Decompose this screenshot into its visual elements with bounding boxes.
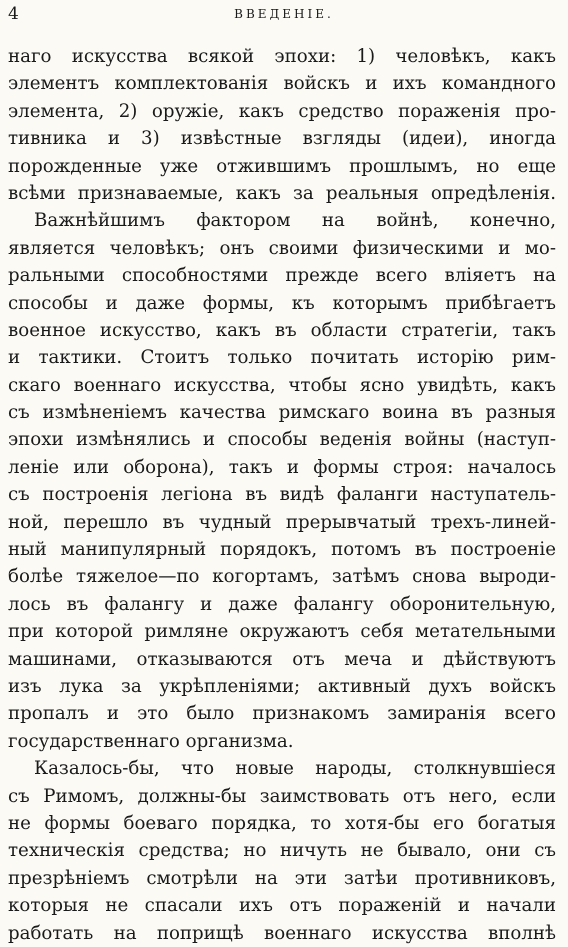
text-line: съ измѣненіемъ качества римскаго воина въ разныя (8, 402, 556, 424)
text-line: способы и даже формы, къ которымъ прибѣгаетъ (8, 292, 556, 314)
text-line: государственнаго организма. (8, 730, 294, 752)
text-line: машинами, отказываются отъ меча и дѣйствуютъ (8, 648, 556, 670)
text-line: пропалъ и это было признакомъ замиранія всего (8, 703, 556, 725)
text-line: ной, перешло въ чудный прерывчатый трехъ-линей- (8, 511, 556, 533)
text-line: эпохи измѣнялись и способы веденія войны (наступ- (8, 429, 556, 451)
text-line: изъ лука за укрѣпленіями; активный духъ войскъ (8, 675, 556, 697)
text-line: при которой римляне окружаютъ себя метательными (8, 621, 556, 643)
text-line: Важнѣйшимъ фактором на войнѣ, конечно, (34, 210, 556, 232)
paragraph-2 (8, 207, 556, 755)
text-line: съ построенія легіона въ видѣ фаланги наступатель- (8, 484, 556, 506)
text-line: которыя не спасали ихъ отъ пораженій и начали (8, 895, 556, 917)
paragraph-1 (8, 43, 556, 207)
text-line: техническія средства; но ничуть не бывало, они съ (8, 840, 556, 862)
text-line: является человѣкъ; онъ своими физическими и мо- (8, 237, 556, 259)
running-head: ВВЕДЕНІЕ. (234, 7, 334, 21)
text-line: всѣми признаваемые, какъ за реальныя опредѣленія. (8, 182, 556, 204)
text-line: скаго военнаго искусства, чтобы ясно увидѣть, какъ (8, 374, 556, 396)
body-text (8, 43, 556, 947)
text-line: порожденные уже отжившимъ прошлымъ, но еще (8, 155, 556, 177)
paragraph-3 (8, 755, 556, 947)
text-line: не формы боеваго порядка, то хотя-бы его богатыя (8, 812, 556, 834)
text-line: элемента, 2) оружіе, какъ средство пораженія про- (8, 100, 556, 122)
text-line: леніе или оборона), такъ и формы строя: началось (8, 456, 556, 478)
text-line: ный манипулярный порядокъ, потомъ въ построеніе (8, 539, 556, 561)
text-line: лось въ фалангу и даже фалангу оборонительную, (8, 593, 556, 615)
text-line: презрѣніемъ смотрѣли на эти затѣи противниковъ, (8, 867, 556, 889)
page-number: 4 (8, 4, 19, 24)
text-line: Казалось-бы, что новые народы, столкнувшіеся (34, 758, 556, 780)
text-line: наго искусства всякой эпохи: 1) человѣкъ, какъ (8, 46, 556, 67)
text-line: работать на поприщѣ военнаго искусства вполнѣ (8, 922, 556, 944)
text-line: военное искусство, какъ въ области стратегіи, такъ (8, 319, 556, 341)
text-line: и тактики. Стоитъ только почитать исторію рим- (8, 347, 556, 369)
text-line: ральными способностями прежде всего вліяетъ на (8, 265, 556, 287)
text-line: тивника и 3) извѣстные взгляды (идеи), иногда (8, 128, 556, 150)
text-line: элементъ комплектованія войскъ и ихъ командного (8, 73, 556, 95)
text-line: съ Римомъ, должны-бы заимствовать отъ него, если (8, 785, 556, 807)
text-line: болѣе тяжелое—по когортамъ, затѣмъ снова выроди- (8, 566, 556, 588)
